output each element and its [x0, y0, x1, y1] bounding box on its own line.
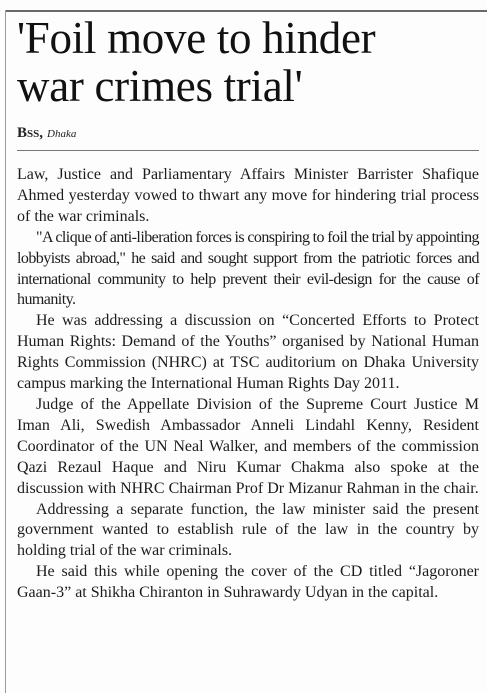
top-column-rule — [6, 10, 487, 12]
article — [17, 14, 479, 604]
byline-place: Dhaka — [47, 128, 77, 140]
article-body — [17, 165, 479, 604]
headline — [17, 14, 479, 110]
headline-line-2: war crimes trial' — [17, 61, 303, 111]
paragraph: He was addressing a discussion on “Concerted Efforts to Protect Human Rights: Demand of the Youths” organised by National Human Rights Commission (NHRC) at TSC auditorium on Dhaka University campus marking the International Human Rights Day 2011. — [17, 312, 479, 393]
paragraph: Law, Justice and Parliamentary Affairs Minister Barrister Shafique Ahmed yesterday vowed to thwart any move for hindering trial process of the war criminals. — [17, 166, 479, 225]
left-column-rule — [5, 10, 6, 693]
paragraph: He said this while opening the cover of the CD titled “Jagoroner Gaan-3” at Shikha Chiranton in Suhrawardy Udyan in the capital. — [17, 563, 479, 602]
byline-divider — [17, 150, 479, 151]
headline-line-1: 'Foil move to hinder — [17, 13, 376, 63]
paragraph: Judge of the Appellate Division of the Supreme Court Justice M Iman Ali, Swedish Ambassador Anneli Lindahl Kenny, Resident Coordinator of the UN Neal Walker, and members of the commission Qazi Rezaul Haque and Niru Kumar Chakma also spoke at the discussion with NHRC Chairman Prof Dr Mizanur Rahman in the chair. — [17, 395, 479, 497]
paragraph: "A clique of anti-liberation forces is conspiring to foil the trial by appointing lobbyists abroad," he said and sought support from the patriotic forces and international community to help prevent their evil-design for the cause of humanity. — [17, 228, 479, 309]
byline — [17, 124, 479, 142]
byline-agency: Bss, — [17, 125, 43, 141]
paragraph: Addressing a separate function, the law minister said the present government wanted to establish rule of the law in the country by holding trial of the war criminals. — [17, 500, 479, 560]
